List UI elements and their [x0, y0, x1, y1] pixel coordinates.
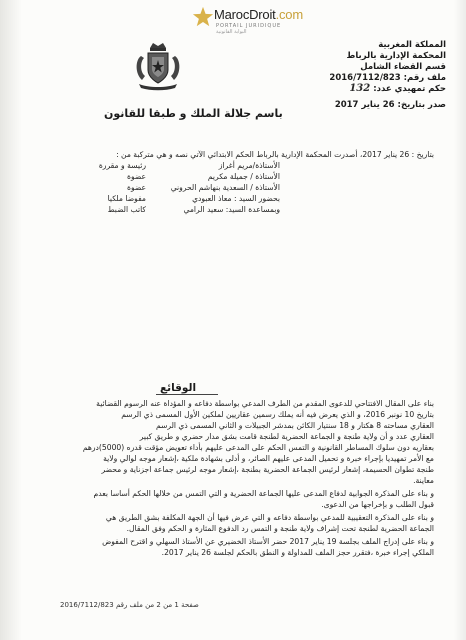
ruling-number-label: حكم تمهيدي عدد: [373, 84, 446, 94]
facts-line: و بناء على إدراج الملف بجلسة 19 يناير 2017 حضر الأستاذ الخضيري عن الأستاذ السهلي و اقترح المفوض [102, 537, 434, 546]
member-role: رئيسة و مقررة [98, 161, 146, 170]
facts-line: العقاري عدد و أن ولاية طنجة و الجماعة الحضرية لطنجة قامت بشق مدار حضري و طريق كبير [139, 432, 434, 441]
composition-intro: بتاريخ : 26 يناير 2017، أصدرت المحكمة الإدارية بالرباط الحكم الابتدائي الآتي نصه و هي متركبة من : [116, 150, 434, 159]
commissioner-role: مفوضا ملكيا [107, 194, 146, 203]
scan-shadow-left [0, 0, 22, 640]
logo-arabic: البوابة القانونية [216, 29, 247, 35]
clerk-name: وبمساعدة السيد: سعيد الرامي [183, 205, 280, 214]
member-name: الأستاذة / السعدية بنهاشم الحروني [170, 183, 280, 192]
commissioner-name: بحضور السيد : معاذ العبودي [192, 194, 280, 203]
facts-line: و بناء على المذكرة الجوابية لدفاع المدعى عليها الجماعة الحضرية و التي التمس من خلالها الحكم أساسا بعدم [93, 489, 434, 498]
member-role: عضوة [126, 172, 146, 181]
facts-line: العقاري مساحته 8 هكتار و 18 سنتيار الكائن بمدشر الجبيلات و الثاني المسمى ذي الرسم [155, 421, 434, 430]
facts-line: الجماعة الحضرية لطنجة تحت إشراف ولاية طنجة و التمس رد الدفوع المثارة و الحكم وفق المقال. [126, 524, 434, 533]
marocdroit-logo [192, 4, 303, 36]
header-kingdom: المملكة المغربية [378, 40, 446, 50]
page-footer: صفحة 1 من 2 من ملف رقم 2016/7112/823 [60, 601, 199, 609]
member-name: الأستاذة / جميلة مكريم [207, 172, 280, 181]
logo-word: MarocDroit [214, 7, 276, 22]
facts-line: الملكي إجراء خبرة ،فتقرر حجز الملف للمداولة و النطق بالحكم لجلسة 26 يناير 2017. [161, 548, 434, 557]
star-icon [192, 6, 214, 28]
header-section: قسم القضاء الشامل [360, 62, 446, 72]
royal-emblem-icon [133, 40, 183, 92]
header-date: صدر بتاريخ: 26 يناير 2017 [334, 100, 446, 110]
logo-subtitle: PORTAIL JURIDIQUE [216, 23, 282, 29]
clerk-role: كاتب الضبط [107, 205, 146, 214]
facts-line: بناء على المقال الافتتاحي للدعوى المقدم من الطرف المدعي بواسطة دفاعه و المؤداة عنه الرسوم القضائية [96, 399, 434, 408]
member-role: عضوة [126, 183, 146, 192]
ruling-number-handwritten: 132 [349, 83, 371, 94]
header-file-number: ملف رقم: 2016/7112/823 [329, 73, 446, 83]
facts-line: بتاريخ 10 نونبر 2016، و الذي يعرض فيه أنه يملك رسمين عقاريين لملكين الأول المسمى ذي الرسم [121, 410, 434, 419]
facts-line: و بناء على المذكرة التعقيبية للمدعي بواسطة دفاعه و التي عرض فيها أن الجهة المكلفة بشق الطريق هي [105, 513, 434, 522]
scan-shadow-right [454, 0, 466, 640]
royal-line: باسم جلالة الملك و طبقا للقانون [104, 107, 283, 120]
facts-line: قبول الطلب و بإخراجها من الدعوى. [321, 500, 434, 509]
facts-heading-underline [156, 394, 218, 395]
facts-heading: الوقائع [160, 382, 197, 394]
logo-tld: .com [275, 7, 303, 22]
facts-line: مع الأمر تمهيديا بإجراء خبرة و تحميل المدعى عليهم الصائر، و أدلى بشهادة ملكية ،إشعار موجه لوالي ولاية [103, 454, 434, 463]
facts-line: طنجة تطوان الحسيمة، إشعار لرئيس الجماعة الحضرية بطنجة ،إشعار موجه لرئيس جماعة اجزناية و محضر [101, 465, 434, 474]
facts-line: معاينة. [413, 476, 434, 485]
header-ruling-number [349, 84, 446, 95]
member-name: الأستاذة/مريم أغراز [218, 161, 280, 170]
header-court: المحكمة الإدارية بالرباط [346, 51, 446, 61]
facts-line: بعقاريه دون سلوك المساطر القانونية و التمس الحكم على المدعى عليهم بأداء تعويض مؤقت قدره (5000)درهم [82, 443, 434, 452]
